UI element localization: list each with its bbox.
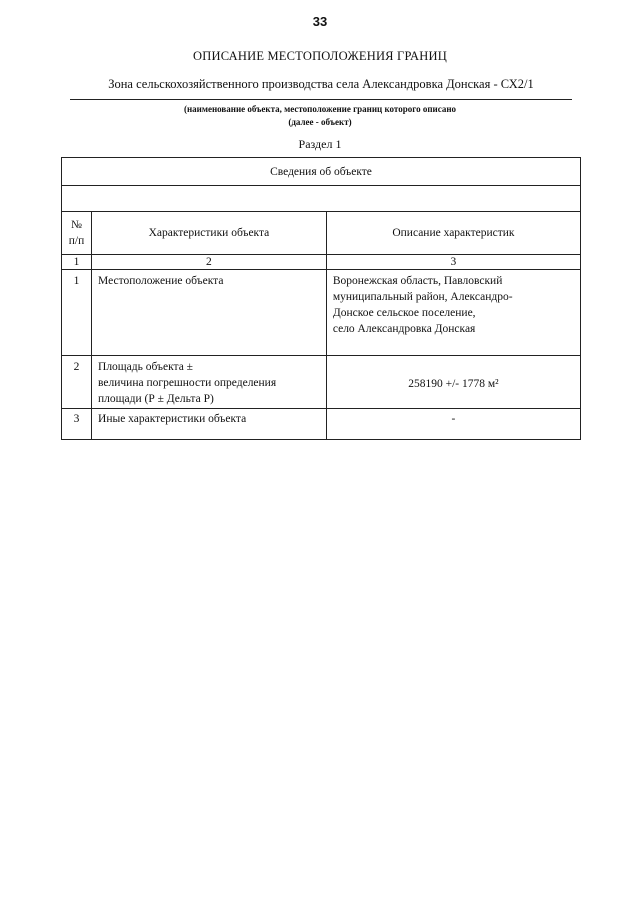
row-characteristic: Иные характеристики объекта [92,409,327,440]
page-number: 33 [312,14,328,29]
row-num: 3 [62,409,92,440]
row-description: - [326,409,580,440]
table-blank-cell [62,186,581,212]
header-num [62,212,92,255]
object-info-table [61,157,581,440]
row-num: 2 [62,356,92,409]
row-description: 258190 +/- 1778 м² [326,356,580,409]
table-blank-row [62,186,581,212]
row-description-line: Донское сельское поселение, [332,307,476,319]
table-row [62,356,581,409]
header-num-line1: № [71,219,82,231]
object-caption-line1: (наименование объекта, местоположение границ которого описано [183,104,457,114]
row-characteristic-line: величина погрешности определения [98,377,277,389]
column-index: 2 [92,255,327,270]
row-characteristic-line: Площадь объекта ± [98,361,193,373]
header-num-line2: п/п [68,235,85,247]
row-characteristic: Местоположение объекта [92,270,327,356]
column-index: 1 [62,255,92,270]
column-index: 3 [326,255,580,270]
row-num: 1 [62,270,92,356]
header-characteristics: Характеристики объекта [92,212,327,255]
section-label: Раздел 1 [298,137,342,151]
row-description [326,270,580,356]
table-caption-row [62,158,581,186]
row-characteristic [92,356,327,409]
row-characteristic-line: площади (Р ± Дельта Р) [98,393,214,405]
row-description-line: муниципальный район, Александро- [332,291,513,303]
object-name: Зона сельскохозяйственного производства села Александровка Донская - СХ2/1 [108,77,534,91]
table-caption: Сведения об объекте [62,158,581,186]
table-row [62,270,581,356]
table-header-row [62,212,581,255]
object-caption [0,103,640,129]
document-title: ОПИСАНИЕ МЕСТОПОЛОЖЕНИЯ ГРАНИЦ [193,49,447,63]
table-index-row [62,255,581,270]
table-row [62,409,581,440]
row-description-line: Воронежская область, Павловский [332,275,503,287]
row-description-line: село Александровка Донская [332,323,476,335]
object-caption-line2: (далее - объект) [288,117,352,127]
header-description: Описание характеристик [326,212,580,255]
object-name-underline [70,99,572,100]
